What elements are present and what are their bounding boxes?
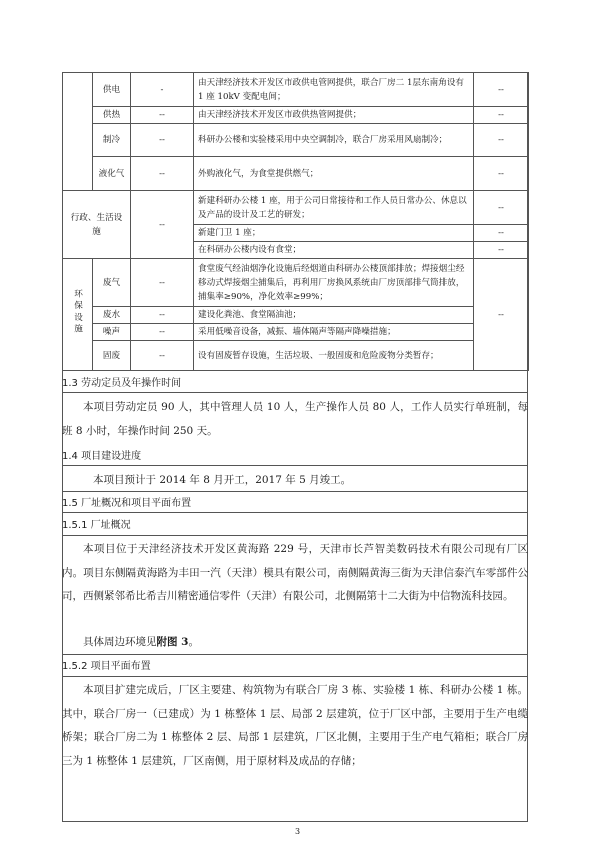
remark-cell: -- <box>474 124 529 157</box>
description-cell: 新建科研办公楼 1 座，用于公司日常接待和工作人员日常办公、休息以及产品的设计及工艺的研发； <box>194 191 474 225</box>
description-cell: 在科研办公楼内设有食堂； <box>194 242 474 259</box>
section-1-4-body: 本项目预计于 2014 年 8 月开工，2017 年 5 月竣工。 <box>93 474 352 486</box>
section-1-5-1-body: 本项目位于天津经济技术开发区黄海路 229 号，天津市长芦智美数码技术有限公司现有厂区内。项目东侧隔黄海路为丰田一汽（天津）模具有限公司，南侧隔黄海三街为天津信泰汽车零部件公司，西侧紧邻希比希吉川精密通信零件（天津）有限公司，北侧隔第十二大街为中信物流科技园。 <box>62 543 528 602</box>
divider <box>62 535 528 536</box>
description-cell: 科研办公楼和实验楼采用中央空调制冷，联合厂房采用风扇制冷； <box>194 124 474 157</box>
note-cell: -- <box>131 259 194 307</box>
remark-cell: -- <box>474 107 529 124</box>
remark-cell: -- <box>474 259 529 371</box>
env-facility-label: 环保设施 <box>63 259 93 371</box>
table-row <box>63 259 529 307</box>
description-cell: 由天津经济技术开发区市政供电管网提供，联合厂房二 1层东南角设有 1 座 10kV 变配电间； <box>194 73 474 107</box>
figure-link: 附图 3 <box>156 636 189 648</box>
note-cell: -- <box>131 107 194 124</box>
divider <box>62 676 528 677</box>
note-cell: -- <box>131 124 194 157</box>
note-cell: -- <box>131 307 194 324</box>
table-row <box>63 191 529 225</box>
admin-facility-label: 行政、生活设施 <box>63 191 131 259</box>
description-cell: 外购液化气，为食堂提供燃气； <box>194 157 474 191</box>
table-row <box>63 107 529 124</box>
sub-item-cell: 供热 <box>93 107 131 124</box>
note-cell: - <box>131 73 194 107</box>
note-cell: -- <box>131 341 194 371</box>
section-1-4-heading: 1.4 项目建设进度 <box>62 451 142 462</box>
section-1-5-2-heading: 1.5.2 项目平面布置 <box>62 661 151 672</box>
sub-item-cell: 固废 <box>93 341 131 371</box>
remark-cell: -- <box>474 191 529 225</box>
sub-item-cell: 噪声 <box>93 324 131 341</box>
divider <box>62 512 528 513</box>
section-1-5-heading: 1.5 厂址概况和项目平面布置 <box>62 498 192 509</box>
section-1-3-heading: 1.3 劳动定员及年操作时间 <box>62 378 182 389</box>
remark-cell: -- <box>474 242 529 259</box>
sub-item-cell: 供电 <box>93 73 131 107</box>
description-cell: 由天津经济技术开发区市政供热管网提供； <box>194 107 474 124</box>
table-row <box>63 157 529 191</box>
description-cell: 食堂废气经油烟净化设施后经烟道由科研办公楼顶部排放；焊接烟尘经移动式焊接烟尘捕集后，再利用厂房换风系统由厂房顶部排气筒排放，捕集率≥90%，净化效率≥99%； <box>194 259 474 307</box>
description-cell: 建设化粪池、食堂隔油池； <box>194 307 474 324</box>
note-cell: -- <box>131 191 194 259</box>
facility-table <box>62 72 529 371</box>
table-row <box>63 341 529 371</box>
description-cell: 新建门卫 1 座； <box>194 225 474 242</box>
remark-cell: -- <box>474 73 529 107</box>
sub-item-cell: 废水 <box>93 307 131 324</box>
divider <box>62 392 528 393</box>
section-1-5-1-heading: 1.5.1 厂址概况 <box>62 520 131 531</box>
sub-item-cell: 废气 <box>93 259 131 307</box>
divider <box>62 654 528 655</box>
remark-cell: -- <box>474 157 529 191</box>
section-1-5-2-body: 本项目扩建完成后，厂区主要建、构筑物为有联合厂房 3 栋、实验楼 1 栋、科研办公楼 1 栋。其中，联合厂房一（已建成）为 1 栋整体 1 层、局部 2 层建筑，位于厂区中部，主要用于生产电缆桥架；联合厂房二为 1 栋整体 2 层、局部 1 层建筑，厂区北侧，主要用于生产电气箱柜；联合厂房三为 1 栋整体 1 层建筑，厂区南侧，用于原材料及成品的存储； <box>62 684 528 767</box>
figure-reference: 具体周边环境见附图 3。 <box>83 636 199 648</box>
description-cell: 设有固废暂存设施，生活垃圾、一般固废和危险废物分类暂存； <box>194 341 474 371</box>
page-number: 3 <box>294 827 301 836</box>
table-row <box>63 324 529 341</box>
table-row <box>63 73 529 107</box>
category-cell <box>63 73 93 191</box>
note-cell: -- <box>131 324 194 341</box>
divider <box>62 491 528 492</box>
remark-cell: -- <box>474 225 529 242</box>
table-row <box>63 124 529 157</box>
description-cell: 采用低噪音设备，减振、墙体隔声等隔声降噪措施； <box>194 324 474 341</box>
table-row <box>63 307 529 324</box>
sub-item-cell: 制冷 <box>93 124 131 157</box>
divider <box>62 465 528 466</box>
sub-item-cell: 液化气 <box>93 157 131 191</box>
section-1-3-body: 本项目劳动定员 90 人，其中管理人员 10 人，生产操作人员 80 人，工作人员实行单班制，每班 8 小时，年操作时间 250 天。 <box>62 401 528 437</box>
note-cell: -- <box>131 157 194 191</box>
